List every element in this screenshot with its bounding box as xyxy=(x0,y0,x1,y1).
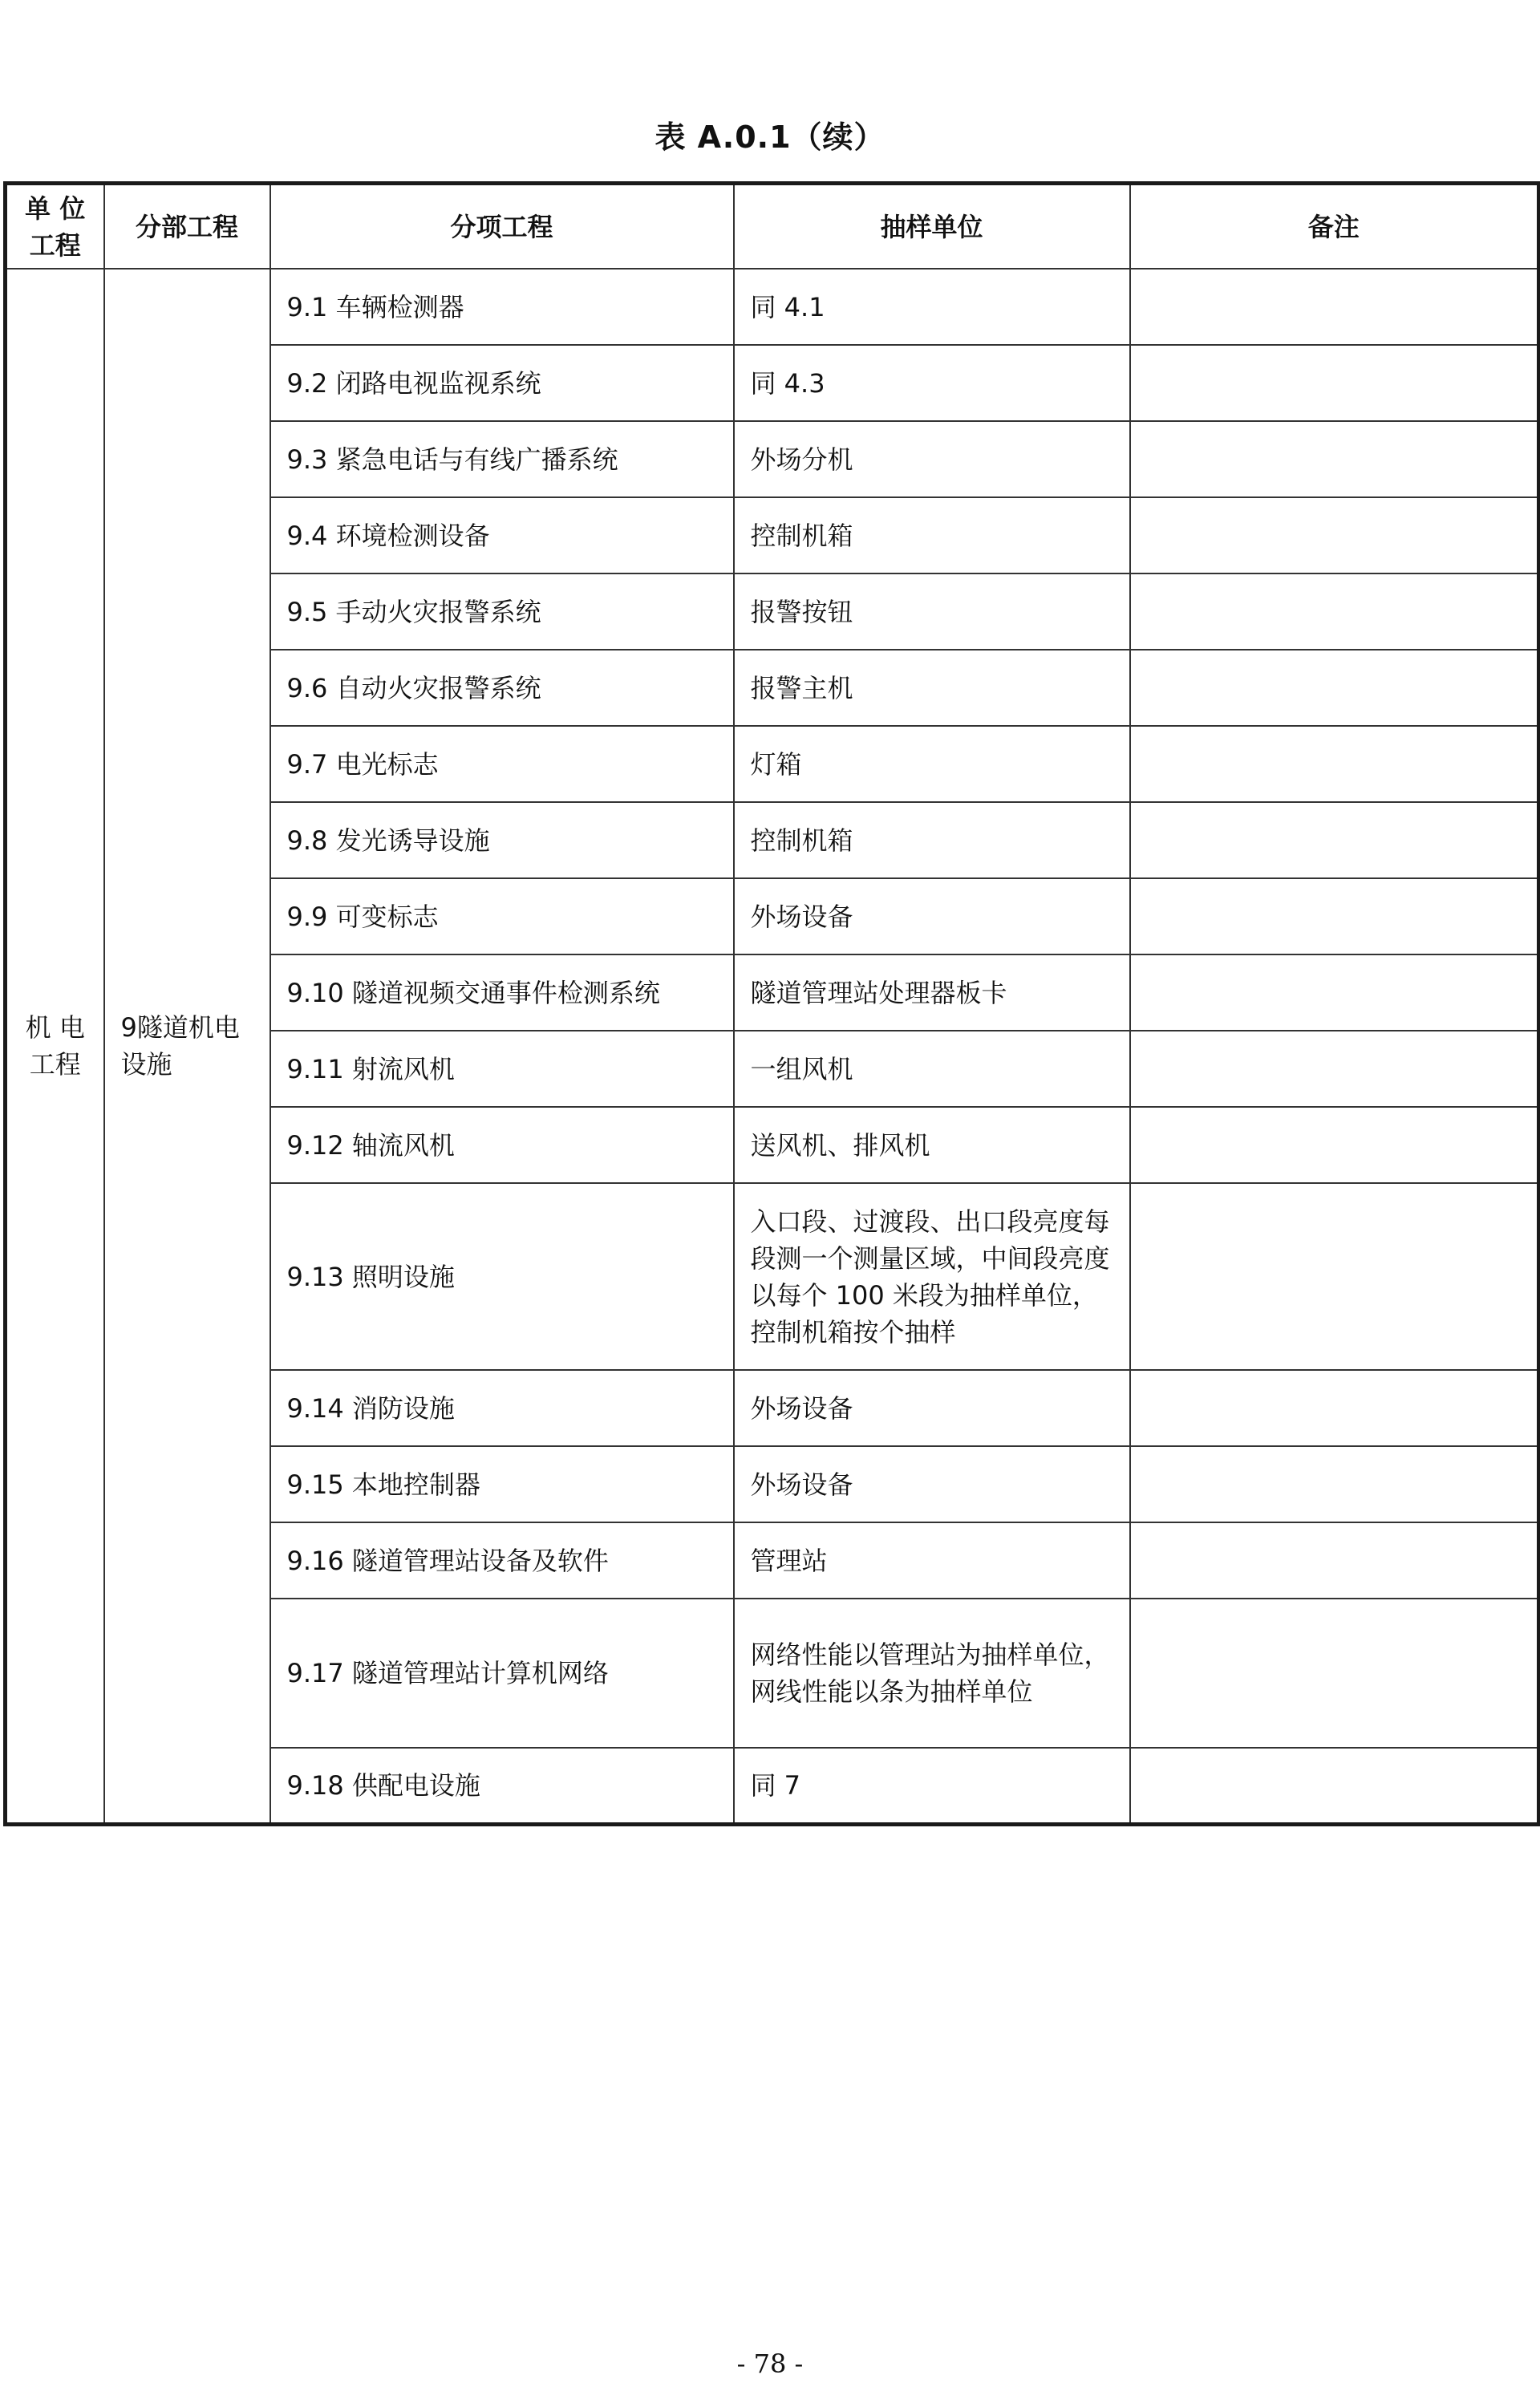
sampling-unit-cell: 外场设备 xyxy=(734,878,1130,954)
sampling-unit-cell: 隧道管理站处理器板卡 xyxy=(734,954,1130,1031)
header-row xyxy=(6,184,1539,270)
sampling-unit-cell: 管理站 xyxy=(734,1522,1130,1599)
item-cell: 9.11 射流风机 xyxy=(270,1031,734,1107)
header-unit-project: 单 位 工程 xyxy=(6,184,104,270)
item-cell: 9.8 发光诱导设施 xyxy=(270,802,734,878)
note-cell xyxy=(1130,1107,1539,1183)
group-sub-project: 9隧道机电 设施 xyxy=(104,269,270,1824)
sampling-unit-cell: 控制机箱 xyxy=(734,497,1130,573)
item-cell: 9.10 隧道视频交通事件检测系统 xyxy=(270,954,734,1031)
note-cell xyxy=(1130,1446,1539,1522)
sampling-unit-cell: 入口段、过渡段、出口段亮度每段测一个测量区域，中间段亮度以每个 100 米段为抽样单位，控制机箱按个抽样 xyxy=(734,1183,1130,1370)
item-cell: 9.15 本地控制器 xyxy=(270,1446,734,1522)
item-cell: 9.4 环境检测设备 xyxy=(270,497,734,573)
sampling-unit-cell: 报警按钮 xyxy=(734,573,1130,650)
note-cell xyxy=(1130,726,1539,802)
note-cell xyxy=(1130,497,1539,573)
note-cell xyxy=(1130,1522,1539,1599)
table-body xyxy=(6,269,1539,1824)
sampling-unit-cell: 同 7 xyxy=(734,1748,1130,1824)
sampling-unit-cell: 报警主机 xyxy=(734,650,1130,726)
note-cell xyxy=(1130,1183,1539,1370)
sampling-unit-cell: 同 4.3 xyxy=(734,345,1130,421)
group-unit-project: 机 电 工程 xyxy=(6,269,104,1824)
sampling-unit-cell: 一组风机 xyxy=(734,1031,1130,1107)
page-number: - 78 - xyxy=(736,2349,804,2379)
sampling-unit-cell: 网络性能以管理站为抽样单位，网线性能以条为抽样单位 xyxy=(734,1599,1130,1748)
note-cell xyxy=(1130,1599,1539,1748)
sampling-unit-cell: 控制机箱 xyxy=(734,802,1130,878)
sampling-unit-cell: 同 4.1 xyxy=(734,269,1130,345)
note-cell xyxy=(1130,650,1539,726)
note-cell xyxy=(1130,345,1539,421)
item-cell: 9.1 车辆检测器 xyxy=(270,269,734,345)
header-note: 备注 xyxy=(1130,184,1539,270)
item-cell: 9.2 闭路电视监视系统 xyxy=(270,345,734,421)
item-cell: 9.5 手动火灾报警系统 xyxy=(270,573,734,650)
note-cell xyxy=(1130,1370,1539,1446)
item-cell: 9.6 自动火灾报警系统 xyxy=(270,650,734,726)
header-item: 分项工程 xyxy=(270,184,734,270)
sampling-unit-cell: 送风机、排风机 xyxy=(734,1107,1130,1183)
note-cell xyxy=(1130,421,1539,497)
sampling-unit-cell: 外场分机 xyxy=(734,421,1130,497)
sampling-unit-table xyxy=(3,181,1540,1826)
note-cell xyxy=(1130,1748,1539,1824)
item-cell: 9.18 供配电设施 xyxy=(270,1748,734,1824)
item-cell: 9.17 隧道管理站计算机网络 xyxy=(270,1599,734,1748)
sampling-unit-cell: 外场设备 xyxy=(734,1446,1130,1522)
header-sub-project: 分部工程 xyxy=(104,184,270,270)
note-cell xyxy=(1130,269,1539,345)
table-row xyxy=(6,269,1539,345)
note-cell xyxy=(1130,954,1539,1031)
table-title: 表 A.0.1（续） xyxy=(654,120,886,155)
item-cell: 9.9 可变标志 xyxy=(270,878,734,954)
note-cell xyxy=(1130,878,1539,954)
item-cell: 9.3 紧急电话与有线广播系统 xyxy=(270,421,734,497)
item-cell: 9.16 隧道管理站设备及软件 xyxy=(270,1522,734,1599)
sampling-unit-cell: 灯箱 xyxy=(734,726,1130,802)
item-cell: 9.7 电光标志 xyxy=(270,726,734,802)
note-cell xyxy=(1130,573,1539,650)
item-cell: 9.13 照明设施 xyxy=(270,1183,734,1370)
note-cell xyxy=(1130,802,1539,878)
item-cell: 9.12 轴流风机 xyxy=(270,1107,734,1183)
sampling-unit-cell: 外场设备 xyxy=(734,1370,1130,1446)
note-cell xyxy=(1130,1031,1539,1107)
item-cell: 9.14 消防设施 xyxy=(270,1370,734,1446)
header-sampling-unit: 抽样单位 xyxy=(734,184,1130,270)
